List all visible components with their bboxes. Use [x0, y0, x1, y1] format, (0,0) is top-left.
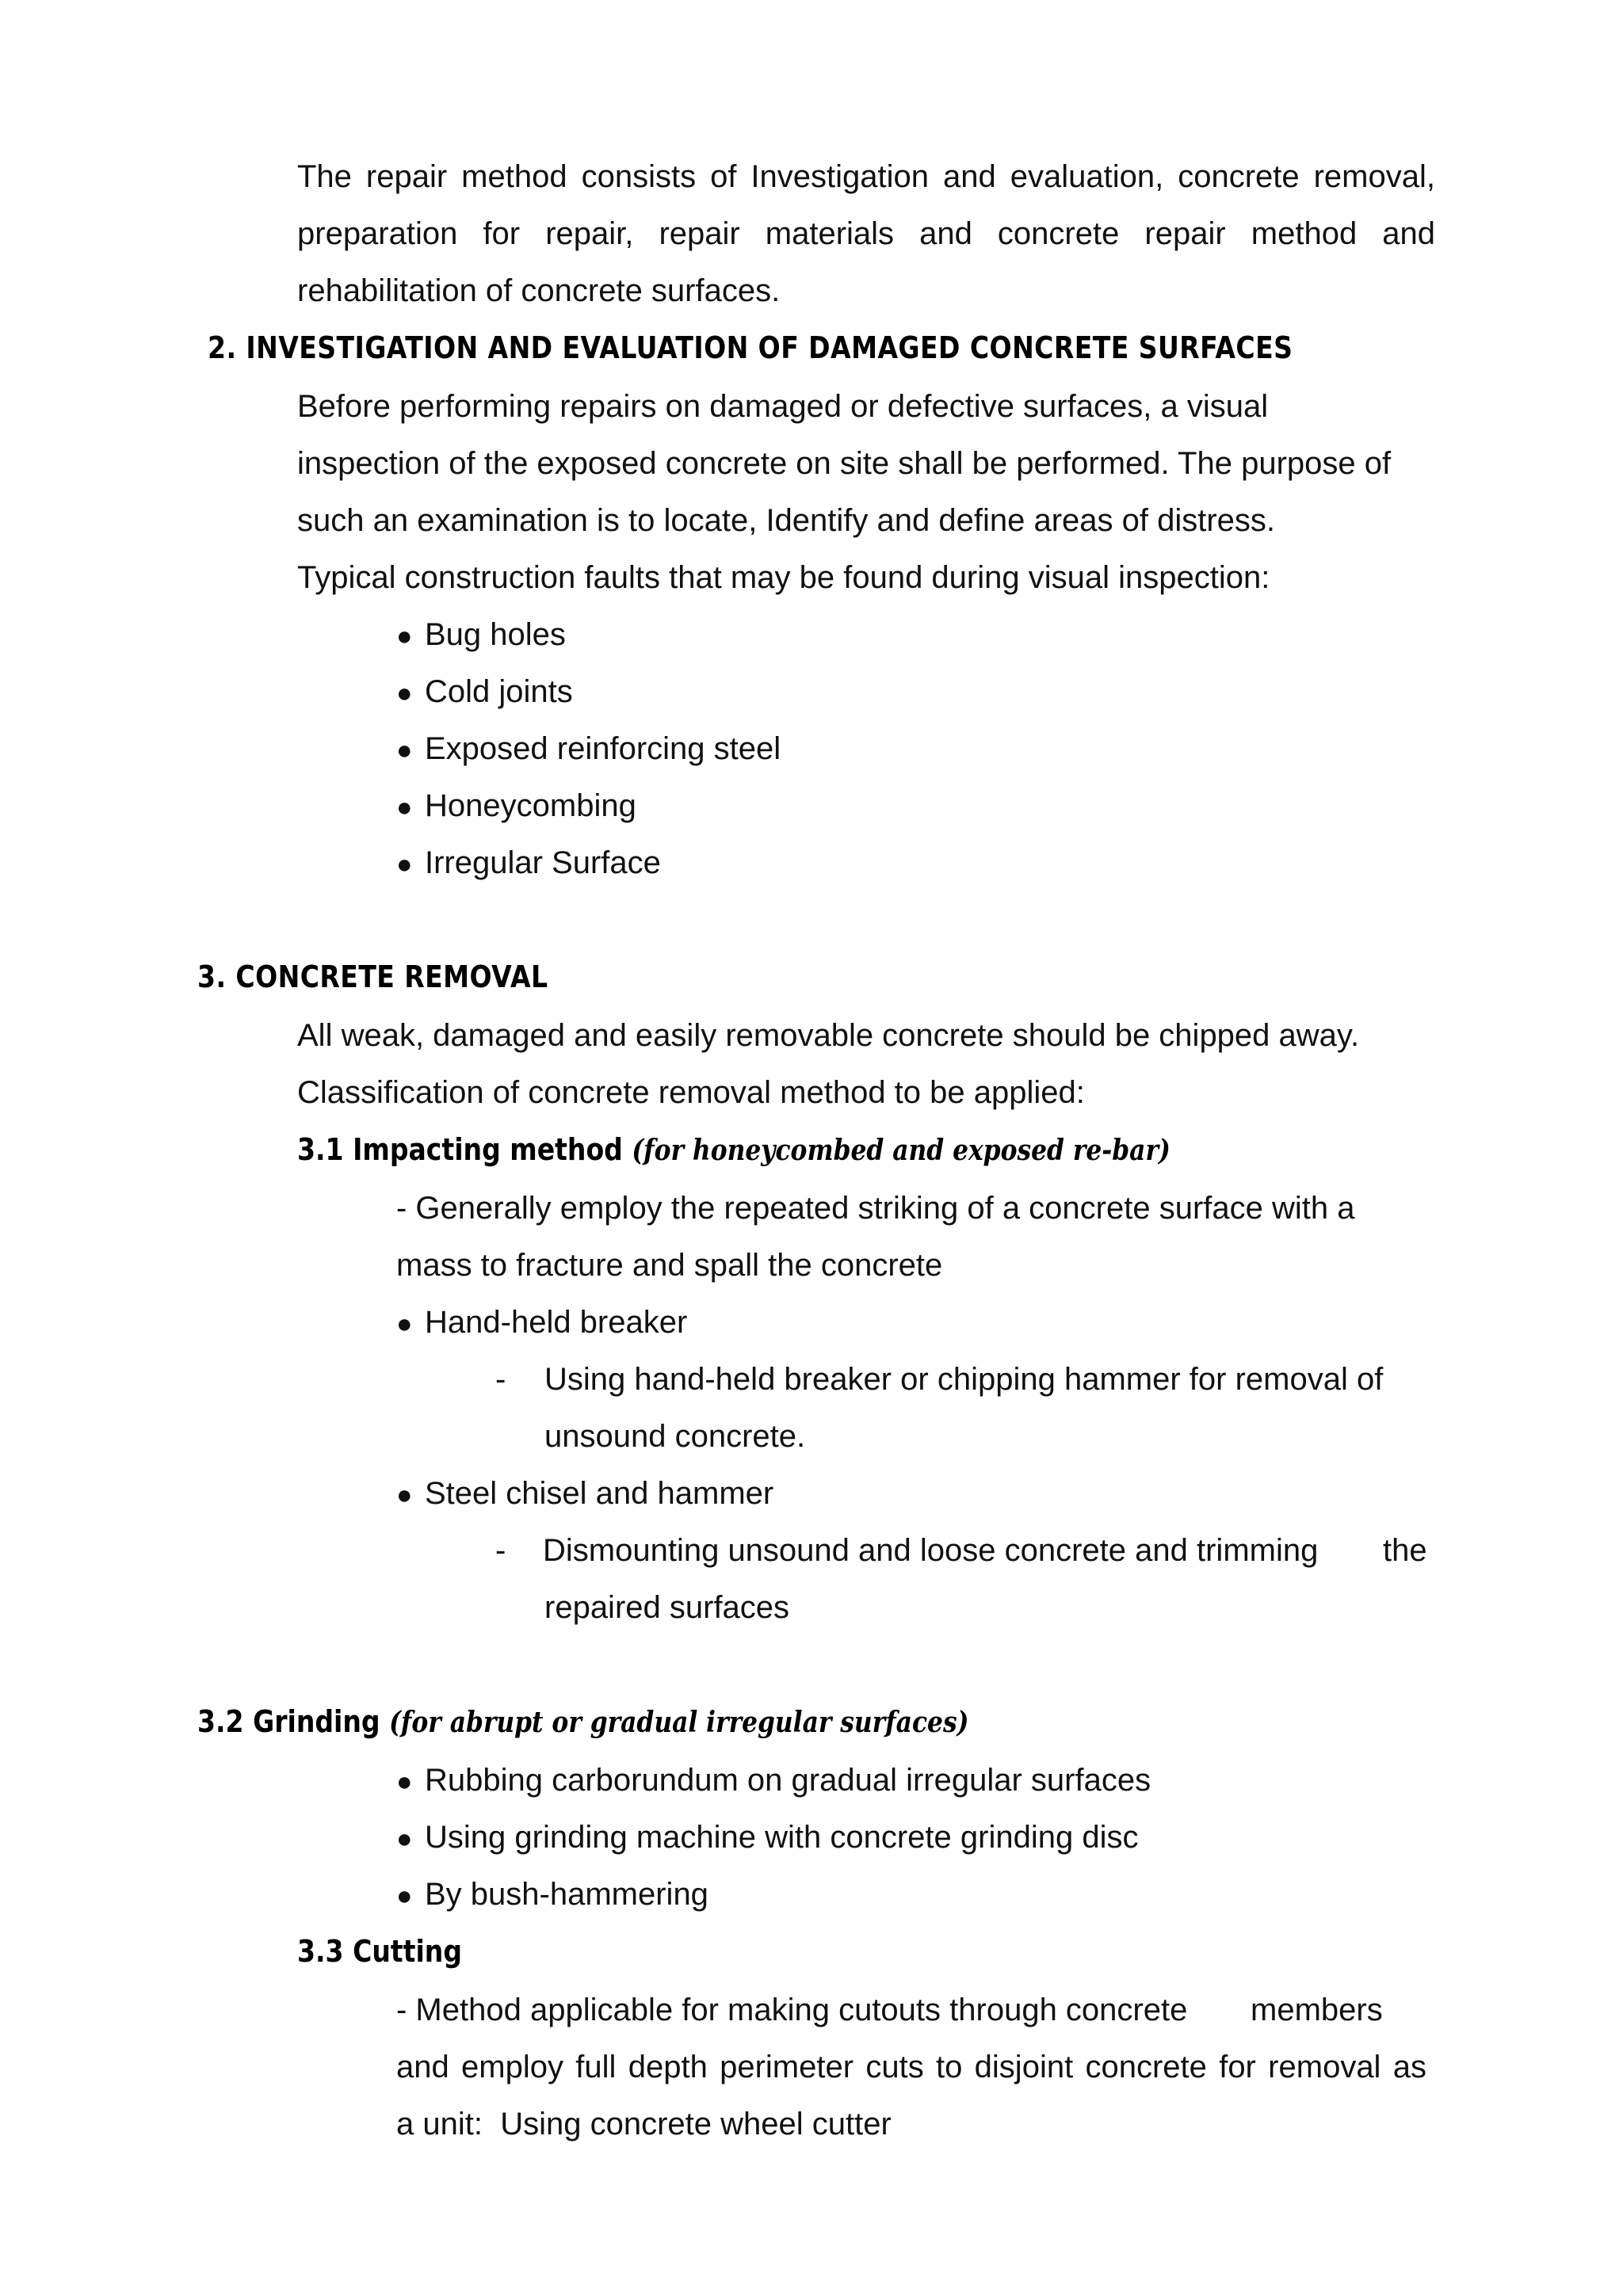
- subsection-3-1-item-2-sub-line-1: Dismounting unsound and loose concrete and trimming: [543, 1533, 1319, 1568]
- section-2-heading-text: 2. INVESTIGATION AND EVALUATION OF DAMAGED CONCRETE SURFACES: [208, 330, 1293, 365]
- subsection-3-3-desc-line-1: - Method applicable for making cutouts through concrete: [396, 1993, 1188, 2027]
- subsection-3-1-title: 3.1 Impacting method: [297, 1132, 623, 1167]
- section-3-heading: [197, 958, 601, 996]
- subsection-3-1-note: (for honeycombed and exposed re-bar): [632, 1134, 1170, 1167]
- bullet-icon: ●: [396, 792, 413, 822]
- subsection-3-3-desc-line-1-end: members: [1251, 1993, 1383, 2027]
- intro-line-2: preparation for repair, repair materials and concrete repair method and: [297, 216, 1435, 251]
- subsection-3-2-title: 3.2 Grinding: [197, 1704, 380, 1739]
- section-2-para-line-2: inspection of the exposed concrete on site shall be performed. The purpose of: [297, 446, 1392, 481]
- subsection-3-1-desc-line-2: mass to fracture and spall the concrete: [396, 1248, 943, 1283]
- section-2-para-line-3: such an examination is to locate, Identify and define areas of distress.: [297, 503, 1276, 538]
- list-item-text: Exposed reinforcing steel: [425, 731, 781, 766]
- dash-icon: -: [495, 1362, 506, 1397]
- subsection-3-1-item-2-sub-line-2: repaired surfaces: [544, 1590, 790, 1625]
- section-3-para-line-1: All weak, damaged and easily removable concrete should be chipped away.: [297, 1018, 1360, 1053]
- list-item-text: Using grinding machine with concrete grinding disc: [425, 1820, 1139, 1855]
- bullet-icon: ●: [396, 1480, 413, 1510]
- list-item: [396, 1761, 1151, 1801]
- list-item-text: Irregular Surface: [425, 845, 661, 880]
- bullet-icon: ●: [396, 1767, 413, 1797]
- list-item: [396, 1474, 773, 1514]
- section-2-para-line-1: Before performing repairs on damaged or defective surfaces, a visual: [297, 389, 1269, 424]
- bullet-icon: ●: [396, 1824, 413, 1854]
- bullet-icon: ●: [396, 1881, 413, 1911]
- list-item: [396, 844, 661, 883]
- list-item: [396, 1875, 708, 1915]
- subsection-3-3-desc-line-3: a unit: Using concrete wheel cutter: [396, 2107, 892, 2142]
- list-item: [396, 1818, 1138, 1858]
- subsection-3-1-item-1-sub-line-2: unsound concrete.: [544, 1419, 806, 1454]
- list-item-text: Honeycombing: [425, 788, 636, 823]
- bullet-icon: ●: [396, 678, 413, 708]
- list-item: [396, 1303, 687, 1343]
- subsection-3-1-heading: [297, 1131, 1300, 1169]
- list-item: [396, 616, 566, 655]
- subsection-3-3-desc-line-2: and employ full depth perimeter cuts to disjoint concrete for removal as: [396, 2050, 1426, 2084]
- list-item-text: Bug holes: [425, 617, 566, 652]
- list-item-text: Hand-held breaker: [425, 1305, 688, 1340]
- subsection-3-2-note: (for abrupt or gradual irregular surfaces): [389, 1706, 969, 1739]
- subsection-3-1-item-1-sub-line-1: Using hand-held breaker or chipping hammer for removal of: [544, 1362, 1384, 1397]
- subsection-3-3-heading: [297, 1932, 487, 1970]
- bullet-icon: ●: [396, 735, 413, 765]
- list-item: [396, 673, 573, 712]
- bullet-icon: ●: [396, 849, 413, 879]
- section-3-heading-text: 3. CONCRETE REMOVAL: [197, 959, 548, 994]
- list-item-text: Steel chisel and hammer: [425, 1476, 774, 1511]
- dash-icon: -: [495, 1533, 506, 1568]
- section-3-para-line-2: Classification of concrete removal method to be applied:: [297, 1075, 1085, 1110]
- intro-line-1: The repair method consists of Investigation and evaluation, concrete removal,: [297, 159, 1435, 194]
- subsection-3-3-title: 3.3 Cutting: [297, 1934, 463, 1969]
- subsection-3-1-item-2-sub-line-1-end: the: [1383, 1533, 1427, 1568]
- list-item-text: Rubbing carborundum on gradual irregular surfaces: [425, 1763, 1151, 1798]
- intro-line-3: rehabilitation of concrete surfaces.: [297, 273, 781, 308]
- list-item-text: Cold joints: [425, 674, 573, 709]
- list-item: [396, 787, 636, 826]
- list-item: [396, 730, 781, 769]
- bullet-icon: ●: [396, 1309, 413, 1339]
- list-item-text: By bush-hammering: [425, 1877, 708, 1912]
- subsection-3-2-heading: [197, 1703, 1084, 1741]
- section-2-heading: [208, 329, 1455, 367]
- bullet-icon: ●: [396, 621, 413, 651]
- section-2-para-line-4: Typical construction faults that may be found during visual inspection:: [297, 560, 1270, 595]
- subsection-3-1-desc-line-1: - Generally employ the repeated striking of a concrete surface with a: [396, 1191, 1355, 1226]
